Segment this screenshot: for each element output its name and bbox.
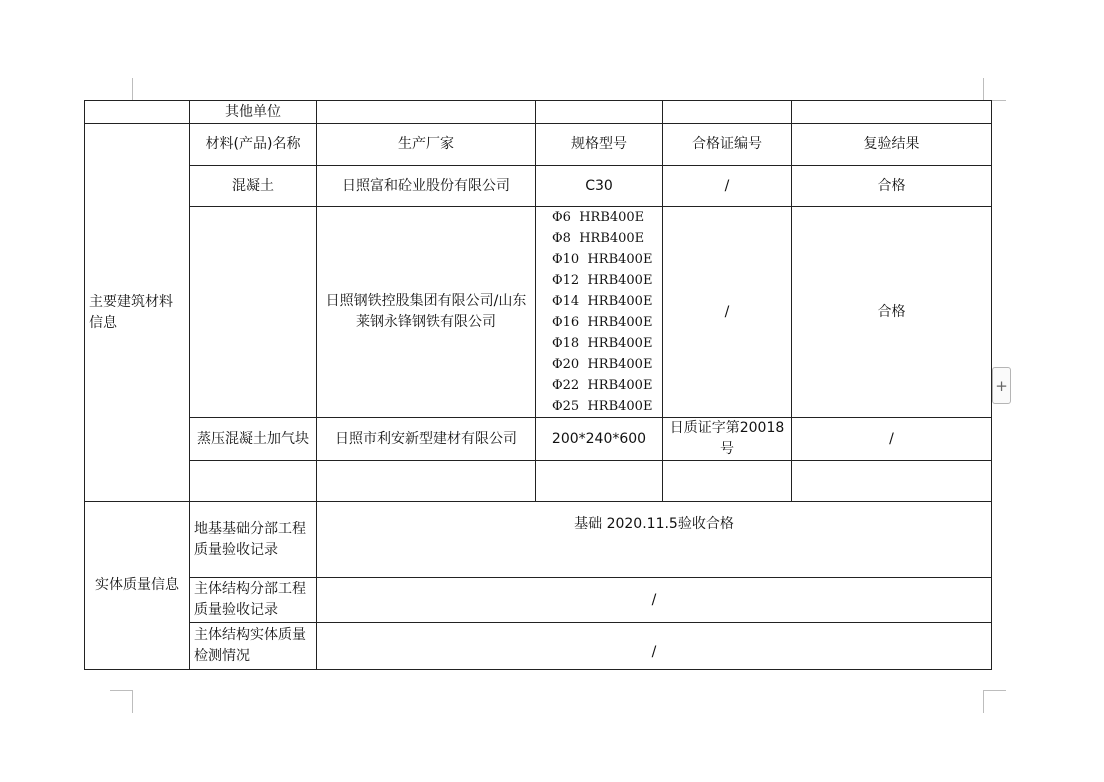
spec-item: Φ25 HRB400E xyxy=(552,399,653,414)
table-row xyxy=(85,166,992,207)
material-name[interactable] xyxy=(190,207,317,418)
crop-mark-bottom-right xyxy=(983,690,1006,713)
spec-item: Φ8 HRB400E xyxy=(552,231,645,246)
certificate-number[interactable]: / xyxy=(663,207,792,418)
table-cell[interactable] xyxy=(792,461,992,502)
certificate-number[interactable]: 日质证字第20018号 xyxy=(663,418,792,461)
quality-item-value[interactable]: / xyxy=(317,623,992,670)
table-row xyxy=(85,578,992,623)
manufacturer[interactable]: 日照富和砼业股份有限公司 xyxy=(317,166,536,207)
table-cell[interactable] xyxy=(190,461,317,502)
retest-result[interactable]: 合格 xyxy=(792,166,992,207)
retest-result[interactable]: 合格 xyxy=(792,207,992,418)
materials-quality-table xyxy=(84,100,992,670)
crop-mark-top-left xyxy=(110,78,133,101)
table-cell[interactable] xyxy=(317,461,536,502)
table-row xyxy=(85,623,992,670)
manufacturer[interactable]: 日照钢铁控股集团有限公司/山东莱钢永锋钢铁有限公司 xyxy=(317,207,536,418)
table-cell[interactable] xyxy=(663,101,792,124)
spec-item: Φ10 HRB400E xyxy=(552,252,653,267)
quality-item-label[interactable]: 主体结构实体质量检测情况 xyxy=(190,623,317,670)
retest-result[interactable]: / xyxy=(792,418,992,461)
quality-item-value[interactable]: / xyxy=(317,578,992,623)
certificate-number[interactable]: / xyxy=(663,166,792,207)
spec-model[interactable]: 200*240*600 xyxy=(536,418,663,461)
crop-mark-top-right xyxy=(983,78,1006,101)
spec-list xyxy=(540,207,658,417)
spec-item: Φ14 HRB400E xyxy=(552,294,653,309)
column-header[interactable]: 规格型号 xyxy=(536,124,663,166)
other-unit-label[interactable]: 其他单位 xyxy=(190,101,317,124)
spec-item: Φ18 HRB400E xyxy=(552,336,653,351)
table-cell[interactable] xyxy=(536,461,663,502)
table-row xyxy=(85,461,992,502)
manufacturer[interactable]: 日照市利安新型建材有限公司 xyxy=(317,418,536,461)
quality-item-value[interactable]: 基础 2020.11.5验收合格 xyxy=(317,502,992,578)
materials-section-label[interactable]: 主要建筑材料信息 xyxy=(85,124,190,502)
quality-item-label[interactable]: 地基基础分部工程质量验收记录 xyxy=(190,502,317,578)
column-header[interactable]: 生产厂家 xyxy=(317,124,536,166)
table-row xyxy=(85,101,992,124)
quality-section-label[interactable]: 实体质量信息 xyxy=(85,502,190,670)
table-row xyxy=(85,502,992,578)
spec-item: Φ20 HRB400E xyxy=(552,357,653,372)
spec-model[interactable] xyxy=(536,207,663,418)
column-header[interactable]: 合格证编号 xyxy=(663,124,792,166)
column-header[interactable]: 材料(产品)名称 xyxy=(190,124,317,166)
crop-mark-bottom-left xyxy=(110,690,133,713)
table-cell[interactable] xyxy=(792,101,992,124)
spec-item: Φ22 HRB400E xyxy=(552,378,653,393)
spec-item: Φ12 HRB400E xyxy=(552,273,653,288)
table-cell[interactable] xyxy=(317,101,536,124)
table-row xyxy=(85,418,992,461)
table-cell[interactable] xyxy=(536,101,663,124)
table-row xyxy=(85,207,992,418)
column-header[interactable]: 复验结果 xyxy=(792,124,992,166)
spec-item: Φ16 HRB400E xyxy=(552,315,653,330)
quality-item-label[interactable]: 主体结构分部工程质量验收记录 xyxy=(190,578,317,623)
spec-model[interactable]: C30 xyxy=(536,166,663,207)
table-cell[interactable] xyxy=(663,461,792,502)
table-cell[interactable] xyxy=(85,101,190,124)
add-row-button[interactable] xyxy=(992,367,1011,404)
spec-item: Φ6 HRB400E xyxy=(552,210,645,225)
material-name[interactable]: 混凝土 xyxy=(190,166,317,207)
table-row xyxy=(85,124,992,166)
material-name[interactable]: 蒸压混凝土加气块 xyxy=(190,418,317,461)
plus-icon: + xyxy=(995,376,1008,395)
